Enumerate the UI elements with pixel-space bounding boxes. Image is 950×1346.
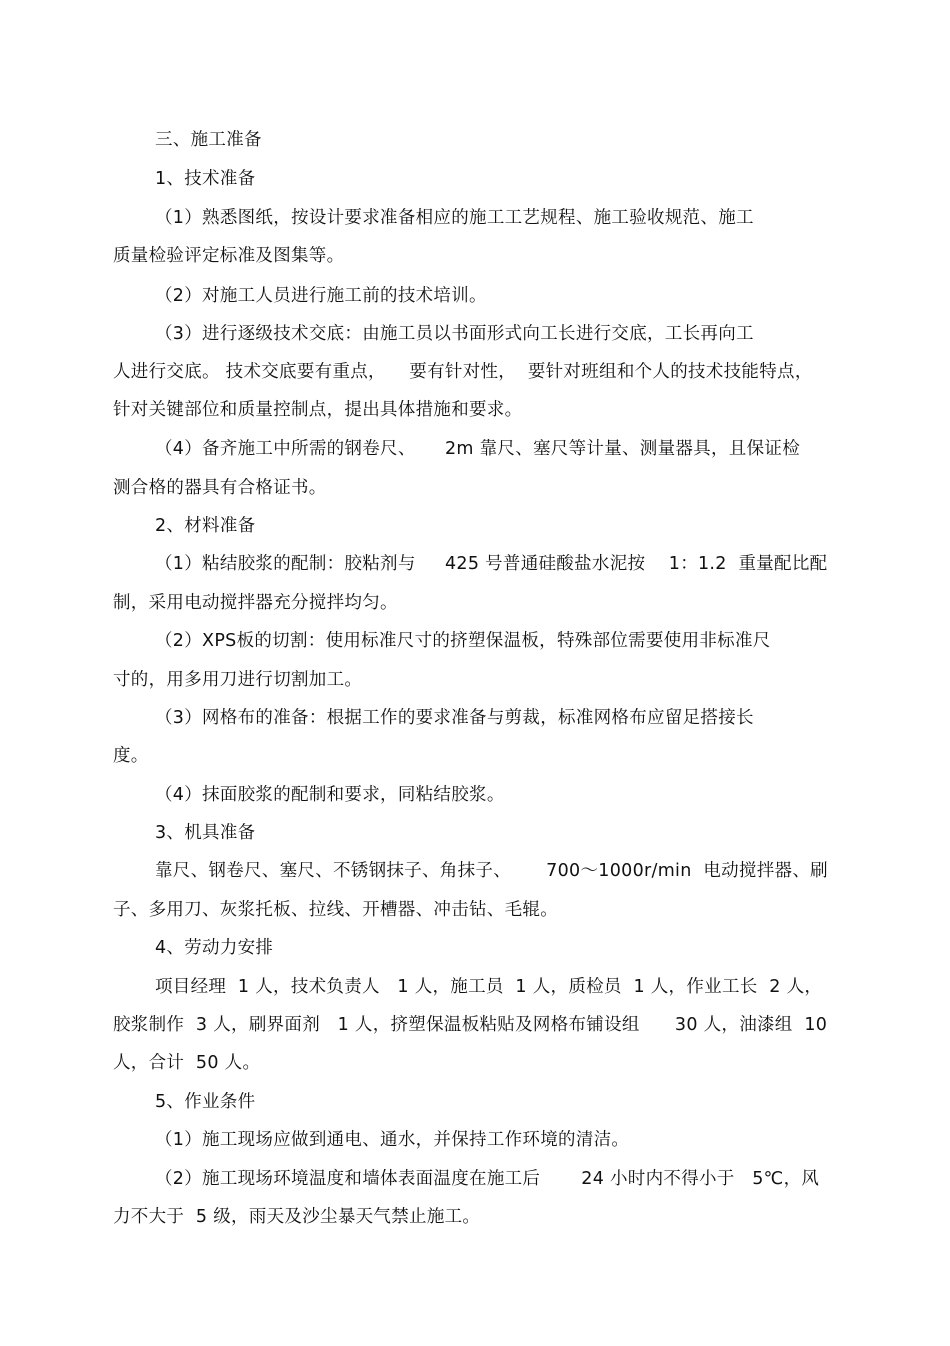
paragraph-line: 胶浆制作 3 人，刷界面剂 1 人，挤塑保温板粘贴及网格布铺设组 30 人，油漆组 10 [113, 1015, 828, 1035]
paragraph-line: （3）网格布的准备：根据工作的要求准备与剪裁，标准网格布应留足搭接长 [155, 708, 754, 728]
section-title: 三、施工准备 [155, 130, 262, 150]
material-prep-heading: 2、材料准备 [155, 516, 256, 536]
paragraph-line: 测合格的器具有合格证书。 [113, 478, 327, 498]
tool-prep-heading: 3、机具准备 [155, 823, 256, 843]
paragraph-line: （2）XPS板的切割：使用标准尺寸的挤塑保温板，特殊部位需要使用非标准尺 [155, 631, 771, 651]
paragraph-line: （3）进行逐级技术交底：由施工员以书面形式向工长进行交底，工长再向工 [155, 324, 754, 344]
paragraph-line: 寸的，用多用刀进行切割加工。 [113, 670, 363, 690]
paragraph-line: 人，合计 50 人。 [113, 1053, 261, 1073]
paragraph-line: （1）熟悉图纸，按设计要求准备相应的施工工艺规程、施工验收规范、施工 [155, 208, 754, 228]
paragraph-line: （4）抹面胶浆的配制和要求，同粘结胶浆。 [155, 785, 505, 805]
paragraph-line: 度。 [113, 746, 149, 766]
tech-prep-heading: 1、技术准备 [155, 169, 256, 189]
paragraph-line: （4）备齐施工中所需的钢卷尺、 2m 靠尺、塞尺等计量、测量器具，且保证检 [155, 439, 800, 459]
paragraph-line: 项目经理 1 人，技术负责人 1 人，施工员 1 人，质检员 1 人，作业工长 2 人， [155, 977, 823, 997]
conditions-heading: 5、作业条件 [155, 1092, 256, 1112]
paragraph-line: （1）粘结胶浆的配制：胶粘剂与 425 号普通硅酸盐水泥按 1：1.2 重量配比配 [155, 554, 828, 574]
paragraph-line: 质量检验评定标准及图集等。 [113, 246, 345, 266]
labor-heading: 4、劳动力安排 [155, 938, 274, 958]
paragraph-line: 靠尺、钢卷尺、塞尺、不锈钢抹子、角抹子、 700～1000r/min 电动搅拌器、刷 [155, 861, 828, 881]
paragraph-line: 制，采用电动搅拌器充分搅拌均匀。 [113, 593, 398, 613]
paragraph-line: （1）施工现场应做到通电、通水，并保持工作环境的清洁。 [155, 1130, 630, 1150]
paragraph-line: 子、多用刀、灰浆托板、拉线、开槽器、冲击钻、毛辊。 [113, 900, 558, 920]
paragraph-line: 人进行交底。 技术交底要有重点， 要有针对性， 要针对班组和个人的技术技能特点， [113, 362, 813, 382]
paragraph-line: （2）对施工人员进行施工前的技术培训。 [155, 286, 487, 306]
paragraph-line: （2）施工现场环境温度和墙体表面温度在施工后 24 小时内不得小于 5℃，风 [155, 1169, 820, 1189]
paragraph-line: 针对关键部位和质量控制点，提出具体措施和要求。 [113, 400, 523, 420]
paragraph-line: 力不大于 5 级，雨天及沙尘暴天气禁止施工。 [113, 1207, 481, 1227]
